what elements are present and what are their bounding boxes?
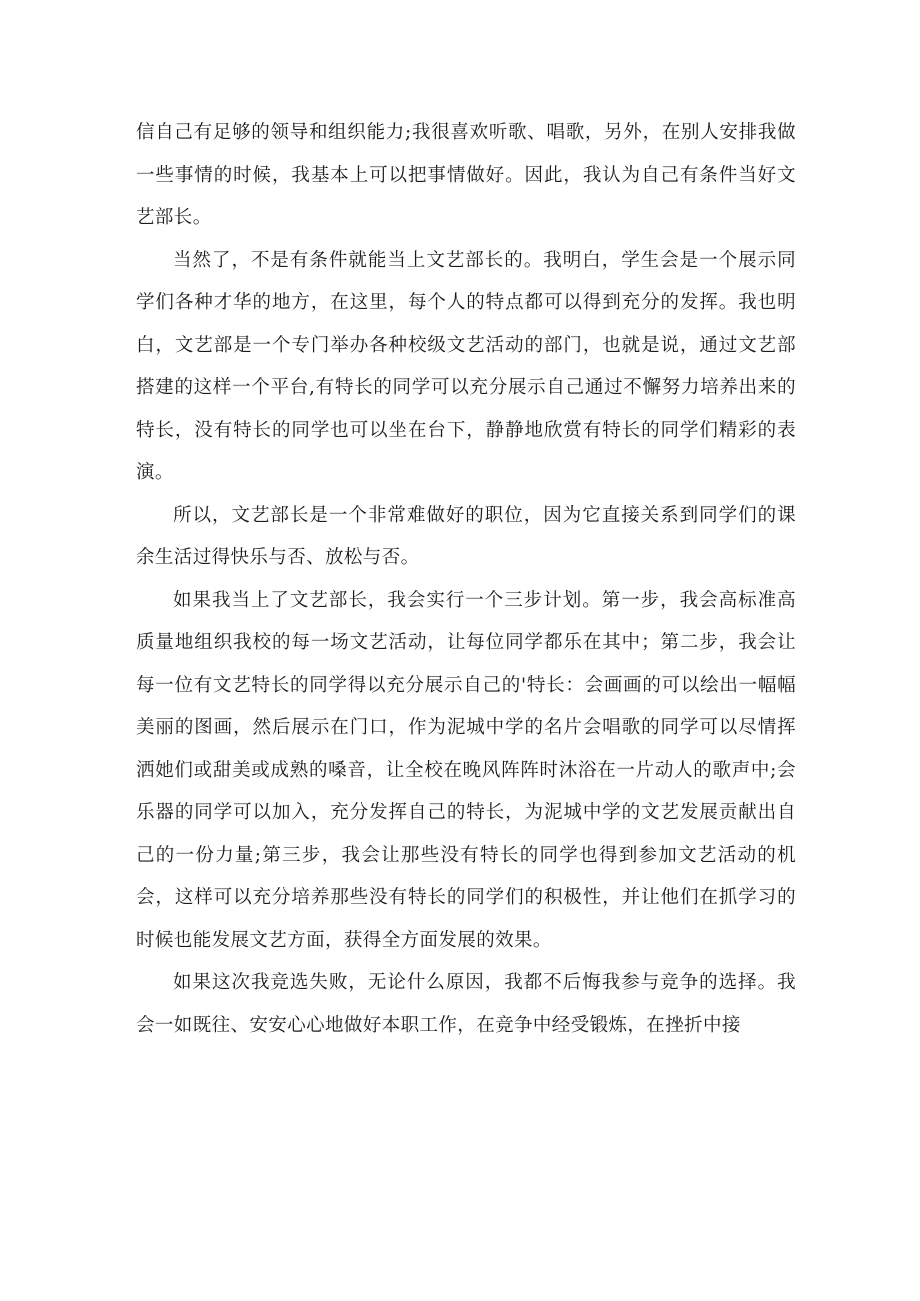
paragraph-1: 信自己有足够的领导和组织能力;我很喜欢听歌、唱歌，另外，在别人安排我做一些事情的时候，我基本上可以把事情做好。因此，我认为自己有条件当好文艺部长。	[136, 122, 796, 228]
paragraph-4: 如果我当上了文艺部长，我会实行一个三步计划。第一步，我会高标准高质量地组织我校的每一场文艺活动，让每位同学都乐在其中；第二步，我会让每一位有文艺特长的同学得以充分展示自己的'特长：会画画的可以绘出一幅幅美丽的图画，然后展示在门口，作为泥城中学的名片会唱歌的同学可以尽情挥洒她们或甜美或成熟的嗓音，让全校在晚风阵阵时沐浴在一片动人的歌声中;会乐器的同学可以加入，充分发挥自己的特长，为泥城中学的文艺发展贡献出自己的一份力量;第三步，我会让那些没有特长的同学也得到参加文艺活动的机会，这样可以充分培养那些没有特长的同学们的积极性，并让他们在抓学习的时候也能发展文艺方面，获得全方面发展的效果。	[136, 589, 796, 951]
paragraph-5: 如果这次我竞选失败，无论什么原因，我都不后悔我参与竞争的选择。我会一如既往、安安心心地做好本职工作，在竞争中经受锻炼，在挫折中接	[136, 972, 796, 1036]
document-body	[136, 112, 796, 1047]
paragraph-2: 当然了，不是有条件就能当上文艺部长的。我明白，学生会是一个展示同学们各种才华的地方，在这里，每个人的特点都可以得到充分的发挥。我也明白，文艺部是一个专门举办各种校级文艺活动的部门，也就是说，通过文艺部搭建的这样一个平台,有特长的同学可以充分展示自己通过不懈努力培养出来的特长，没有特长的同学也可以坐在台下，静静地欣赏有特长的同学们精彩的表演。	[136, 249, 796, 483]
paragraph-3: 所以，文艺部长是一个非常难做好的职位，因为它直接关系到同学们的课余生活过得快乐与否、放松与否。	[136, 504, 796, 568]
